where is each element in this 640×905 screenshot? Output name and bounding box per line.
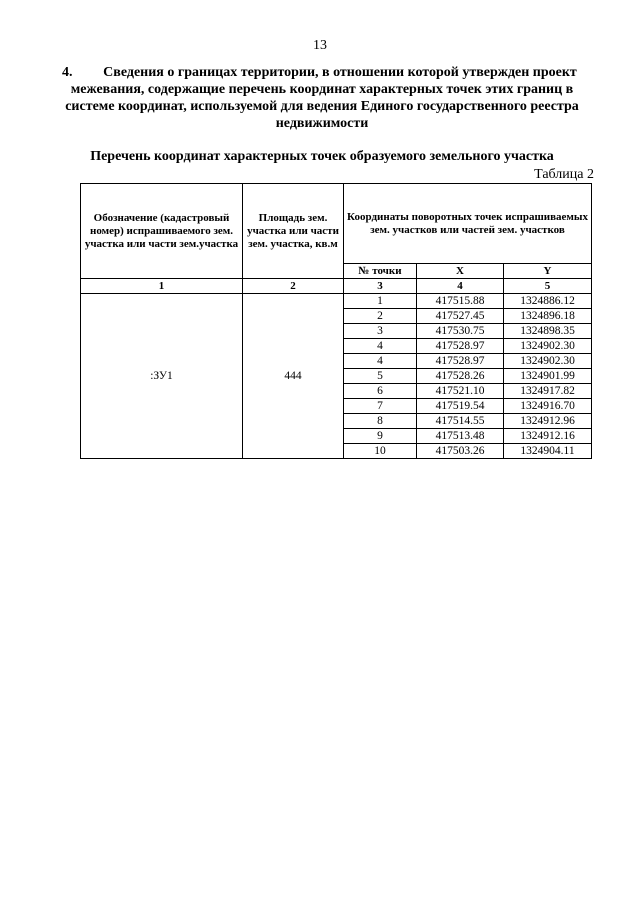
header-designation: Обозначение (кадастровый номер) испрашиваемого зем. участка или части зем.участка bbox=[81, 184, 243, 279]
section-number: 4. bbox=[62, 65, 73, 80]
point-y: 1324912.96 bbox=[504, 414, 592, 429]
point-x: 417521.10 bbox=[417, 384, 504, 399]
header-x: X bbox=[417, 264, 504, 279]
coordinates-table bbox=[80, 183, 592, 459]
point-x: 417503.26 bbox=[417, 444, 504, 459]
point-number: 5 bbox=[344, 369, 417, 384]
column-number-5: 5 bbox=[504, 279, 592, 294]
point-y: 1324902.30 bbox=[504, 354, 592, 369]
point-x: 417528.97 bbox=[417, 339, 504, 354]
column-number-4: 4 bbox=[417, 279, 504, 294]
point-x: 417515.88 bbox=[417, 294, 504, 309]
point-number: 2 bbox=[344, 309, 417, 324]
point-number: 1 bbox=[344, 294, 417, 309]
point-number: 9 bbox=[344, 429, 417, 444]
point-number: 4 bbox=[344, 354, 417, 369]
parcel-designation: :ЗУ1 bbox=[81, 294, 243, 459]
point-x: 417527.45 bbox=[417, 309, 504, 324]
point-x: 417530.75 bbox=[417, 324, 504, 339]
point-x: 417528.26 bbox=[417, 369, 504, 384]
point-y: 1324896.18 bbox=[504, 309, 592, 324]
point-y: 1324917.82 bbox=[504, 384, 592, 399]
page-number: 13 bbox=[313, 38, 327, 53]
point-x: 417513.48 bbox=[417, 429, 504, 444]
point-number: 10 bbox=[344, 444, 417, 459]
point-x: 417528.97 bbox=[417, 354, 504, 369]
point-y: 1324901.99 bbox=[504, 369, 592, 384]
header-coordinates: Координаты поворотных точек испрашиваемых зем. участков или частей зем. участков bbox=[344, 184, 592, 264]
point-number: 4 bbox=[344, 339, 417, 354]
column-number-2: 2 bbox=[243, 279, 344, 294]
table-row bbox=[81, 294, 592, 309]
point-y: 1324912.16 bbox=[504, 429, 592, 444]
header-point-number: № точки bbox=[344, 264, 417, 279]
section-title-rest: межевания, содержащие перечень координат характерных точек этих границ в системе координат, используемой для ведения Единого государственного реестра недвижимости bbox=[65, 82, 579, 131]
point-y: 1324898.35 bbox=[504, 324, 592, 339]
point-y: 1324904.11 bbox=[504, 444, 592, 459]
point-y: 1324886.12 bbox=[504, 294, 592, 309]
column-number-1: 1 bbox=[81, 279, 243, 294]
point-x: 417519.54 bbox=[417, 399, 504, 414]
point-y: 1324916.70 bbox=[504, 399, 592, 414]
section-title-first-line: Сведения о границах территории, в отношении которой утвержден проект bbox=[103, 65, 577, 80]
point-y: 1324902.30 bbox=[504, 339, 592, 354]
point-number: 8 bbox=[344, 414, 417, 429]
table-title: Перечень координат характерных точек образуемого земельного участка bbox=[90, 149, 554, 164]
section-heading bbox=[62, 64, 582, 132]
parcel-area: 444 bbox=[243, 294, 344, 459]
header-area: Площадь зем. участка или части зем. участка, кв.м bbox=[243, 184, 344, 279]
point-number: 6 bbox=[344, 384, 417, 399]
point-number: 7 bbox=[344, 399, 417, 414]
column-number-3: 3 bbox=[344, 279, 417, 294]
point-x: 417514.55 bbox=[417, 414, 504, 429]
point-number: 3 bbox=[344, 324, 417, 339]
header-y: Y bbox=[504, 264, 592, 279]
table-caption: Таблица 2 bbox=[534, 167, 594, 182]
